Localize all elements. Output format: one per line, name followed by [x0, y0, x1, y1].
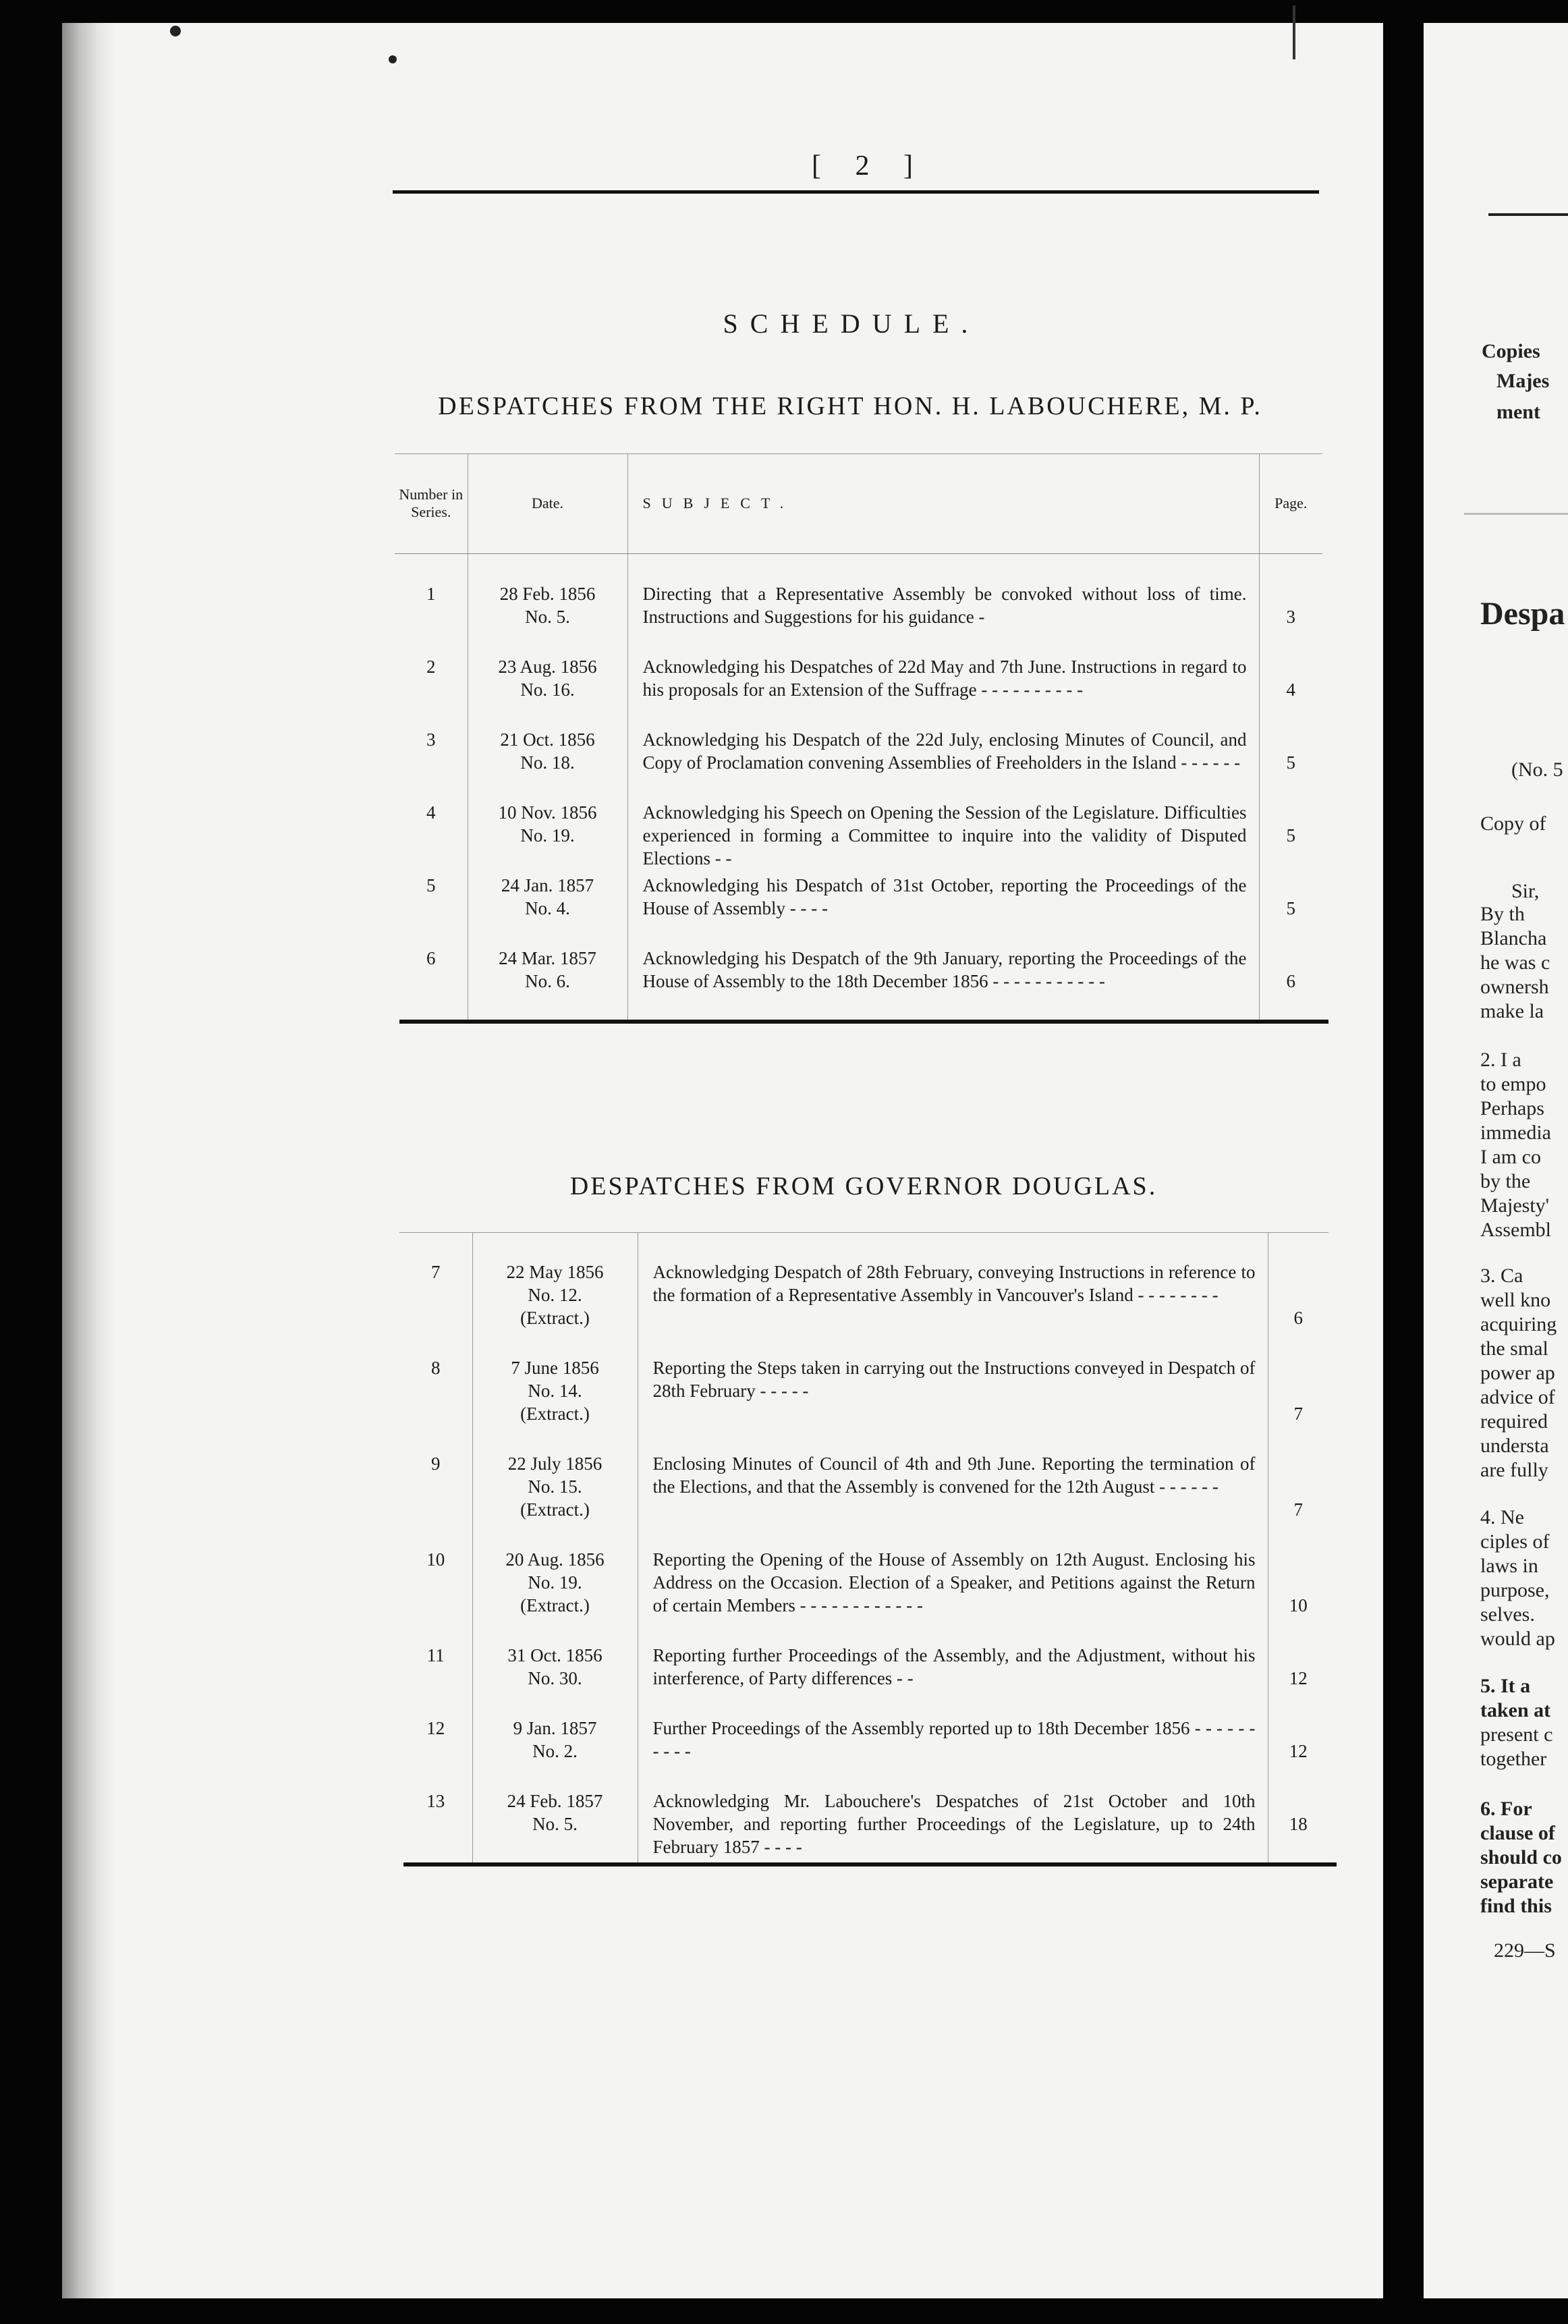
- facing-page-text-line: I am co: [1480, 1146, 1541, 1168]
- despatch-number: No. 19.: [520, 825, 575, 846]
- despatch-date: [472, 1644, 638, 1717]
- facing-page-text-line: find this: [1480, 1895, 1552, 1917]
- date-text: 28 Feb. 1856: [499, 584, 596, 604]
- page-reference: 6: [1286, 971, 1295, 991]
- table-row: [399, 1232, 1328, 1356]
- despatch-subject: Acknowledging his Despatch of the 9th January, reporting the Proceedings of the House of Assembly to the 18th December 1856 - - - - - - - - - - -: [627, 947, 1259, 1020]
- series-number: 1: [395, 554, 468, 656]
- facing-page-text-line: understa: [1480, 1435, 1549, 1457]
- facing-page-text-line: to empo: [1480, 1073, 1546, 1095]
- facing-page-text-line: Assembl: [1480, 1219, 1551, 1241]
- facing-page-text-line: are fully: [1480, 1459, 1548, 1481]
- page-reference: 10: [1289, 1595, 1308, 1615]
- facing-page-text-line: the smal: [1480, 1337, 1548, 1360]
- schedule-table-douglas: [399, 1232, 1328, 1862]
- date-text: 31 Oct. 1856: [507, 1645, 603, 1665]
- table-row: [399, 1790, 1328, 1862]
- despatch-number: No. 5.: [525, 607, 570, 627]
- page-reference: 7: [1293, 1404, 1303, 1424]
- despatch-date: [472, 1717, 638, 1790]
- section-title-labouchere: DESPATCHES FROM THE RIGHT HON. H. LABOUCHERE, M. P.: [438, 392, 1262, 420]
- page-number: [ 2 ]: [812, 150, 926, 182]
- extract-note: (Extract.): [520, 1308, 590, 1328]
- despatch-number: No. 2.: [532, 1741, 578, 1761]
- despatch-number: No. 4.: [525, 898, 570, 918]
- facing-page-text-line: immedia: [1480, 1122, 1551, 1144]
- facing-page-text-line: Majesty': [1480, 1194, 1550, 1217]
- series-number: 4: [395, 801, 468, 874]
- despatch-date: [468, 728, 627, 801]
- despatch-date: [468, 801, 627, 874]
- date-text: 21 Oct. 1856: [500, 729, 595, 750]
- date-text: 24 Mar. 1857: [499, 948, 596, 968]
- facing-page-text-line: 3. Ca: [1480, 1265, 1523, 1287]
- page-reference: 5: [1286, 752, 1295, 773]
- despatch-date: [468, 655, 627, 728]
- despatch-number: No. 5.: [532, 1814, 578, 1834]
- date-text: 20 Aug. 1856: [505, 1549, 605, 1570]
- left-page: [62, 23, 1383, 2298]
- extract-note: (Extract.): [520, 1595, 590, 1615]
- series-number: 12: [399, 1717, 472, 1790]
- facing-page-text-line: Perhaps: [1480, 1097, 1544, 1119]
- facing-page-text-line: present c: [1480, 1723, 1553, 1746]
- column-header-page: Page.: [1259, 453, 1322, 554]
- schedule-title: SCHEDULE.: [723, 308, 980, 339]
- despatch-subject: Further Proceedings of the Assembly reported up to 18th December 1856 - - - - - - - - - -: [638, 1717, 1268, 1790]
- table-bottom-rule: [403, 1862, 1337, 1866]
- despatch-date: [468, 947, 627, 1020]
- despatch-number: No. 15.: [528, 1476, 582, 1497]
- despatch-number: No. 12.: [528, 1285, 582, 1305]
- despatch-number: No. 6.: [525, 971, 570, 991]
- table-row: [395, 947, 1322, 1020]
- facing-page-text-line: purpose,: [1480, 1579, 1550, 1601]
- series-number: 2: [395, 655, 468, 728]
- facing-page-text-line: ownersh: [1480, 976, 1549, 998]
- section-title-douglas: DESPATCHES FROM GOVERNOR DOUGLAS.: [569, 1172, 1158, 1200]
- despatch-date: [468, 554, 627, 656]
- despatch-date: [472, 1232, 638, 1356]
- extract-note: (Extract.): [520, 1499, 590, 1520]
- facing-page-text-line: Copy of: [1480, 812, 1546, 835]
- page-reference: 5: [1286, 825, 1295, 846]
- facing-page-text-line: well kno: [1480, 1289, 1551, 1311]
- date-text: 24 Feb. 1857: [507, 1791, 603, 1811]
- table-row: [395, 655, 1322, 728]
- table-row: [395, 874, 1322, 947]
- date-text: 7 June 1856: [511, 1358, 599, 1378]
- facing-page-text-line: Despa: [1480, 596, 1565, 632]
- facing-page-text-line: he was c: [1480, 951, 1550, 974]
- series-number: 5: [395, 874, 468, 947]
- series-number: 7: [399, 1232, 472, 1356]
- facing-page-text-line: Copies: [1482, 340, 1540, 362]
- facing-page-text-line: Sir,: [1511, 880, 1540, 902]
- despatch-number: No. 14.: [528, 1381, 582, 1401]
- facing-page-text-line: By th: [1480, 903, 1525, 925]
- despatch-subject: Reporting the Steps taken in carrying out the Instructions conveyed in Despatch of 28th February - - - - -: [638, 1356, 1268, 1452]
- table-row: [395, 801, 1322, 874]
- facing-page-rule: [1464, 513, 1568, 515]
- facing-page-text-line: power ap: [1480, 1362, 1555, 1384]
- section-divider-rule: [399, 1020, 1328, 1024]
- page-reference: 7: [1293, 1499, 1303, 1520]
- facing-page-text-line: acquiring: [1480, 1313, 1557, 1335]
- despatch-subject: Acknowledging his Despatches of 22d May and 7th June. Instructions in regard to his proposals for an Extension of the Suffrage - - - - - - - - - -: [627, 655, 1259, 728]
- ink-dot: [389, 55, 397, 63]
- page-reference: 5: [1286, 898, 1295, 918]
- despatch-number: No. 19.: [528, 1572, 582, 1593]
- page-edge-mark: [1293, 5, 1295, 59]
- facing-page-text-line: taken at: [1480, 1699, 1551, 1721]
- despatch-subject: Acknowledging Mr. Labouchere's Despatches of 21st October and 10th November, and reporting further Proceedings of the Legislature, up to 24th February 1857 - - - -: [638, 1790, 1268, 1862]
- table-row: [399, 1548, 1328, 1644]
- facing-page-text-line: 5. It a: [1480, 1675, 1531, 1697]
- table-row: [395, 554, 1322, 656]
- series-number: 3: [395, 728, 468, 801]
- table-row: [399, 1452, 1328, 1548]
- facing-page-text-line: Majes: [1496, 370, 1550, 392]
- despatch-subject: Reporting the Opening of the House of Assembly on 12th August. Enclosing his Address on the Occasion. Election of a Speaker, and Petitions against the Return of certain Members - - - - - - - - - - - -: [638, 1548, 1268, 1644]
- table-row: [399, 1356, 1328, 1452]
- despatch-date: [472, 1790, 638, 1862]
- date-text: 10 Nov. 1856: [498, 802, 597, 823]
- facing-page-text-line: advice of: [1480, 1386, 1555, 1408]
- date-text: 9 Jan. 1857: [513, 1718, 597, 1738]
- page-reference: 3: [1286, 607, 1295, 627]
- despatch-date: [472, 1548, 638, 1644]
- despatch-subject: Directing that a Representative Assembly be convoked without loss of time. Instructions and Suggestions for his guidance -: [627, 554, 1259, 656]
- table-header-row: [395, 453, 1322, 554]
- despatch-number: No. 30.: [528, 1668, 582, 1688]
- despatch-subject: Acknowledging his Despatch of the 22d July, enclosing Minutes of Council, and Copy of Proclamation convening Assemblies of Freeholders in the Island - - - - - -: [627, 728, 1259, 801]
- series-number: 8: [399, 1356, 472, 1452]
- column-header-subject: SUBJECT.: [627, 453, 1259, 554]
- facing-page-text-line: clause of: [1480, 1822, 1555, 1844]
- facing-page-text-line: required: [1480, 1410, 1548, 1433]
- page-reference: 12: [1289, 1741, 1308, 1761]
- despatch-date: [472, 1452, 638, 1548]
- facing-page-fragment: [1424, 23, 1568, 2298]
- extract-note: (Extract.): [520, 1404, 590, 1424]
- series-number: 13: [399, 1790, 472, 1862]
- table-row: [399, 1644, 1328, 1717]
- series-number: 10: [399, 1548, 472, 1644]
- facing-page-text-line: separate: [1480, 1871, 1554, 1893]
- facing-page-text-line: by the: [1480, 1170, 1531, 1192]
- page-reference: 18: [1289, 1814, 1308, 1834]
- facing-page-text-line: 4. Ne: [1480, 1506, 1524, 1528]
- facing-page-text-line: Blancha: [1480, 927, 1547, 949]
- date-text: 22 July 1856: [507, 1454, 603, 1474]
- table-row: [395, 728, 1322, 801]
- facing-page-text-line: (No. 5: [1511, 758, 1563, 781]
- date-text: 23 Aug. 1856: [498, 657, 597, 677]
- ink-dot: [170, 26, 181, 36]
- despatch-number: No. 16.: [520, 680, 575, 700]
- despatch-subject: Enclosing Minutes of Council of 4th and 9th June. Reporting the termination of the Elections, and that the Assembly is convened for the 12th August - - - - - -: [638, 1452, 1268, 1548]
- page-reference: 12: [1289, 1668, 1308, 1688]
- page-binding-shadow: [62, 23, 115, 2298]
- facing-page-text-line: make la: [1480, 1000, 1544, 1022]
- schedule-table-labouchere: [395, 453, 1322, 1020]
- despatch-date: [468, 874, 627, 947]
- despatch-subject: Acknowledging his Despatch of 31st October, reporting the Proceedings of the House of Assembly - - - -: [627, 874, 1259, 947]
- facing-page-text-line: would ap: [1480, 1628, 1555, 1650]
- facing-page-rule: [1488, 213, 1568, 216]
- facing-page-text-line: together: [1480, 1748, 1547, 1770]
- despatch-subject: Acknowledging his Speech on Opening the Session of the Legislature. Difficulties experienced in forming a Committee to inquire into the validity of Disputed Elections - -: [627, 801, 1259, 874]
- facing-page-text-line: should co: [1480, 1846, 1562, 1869]
- despatch-subject: Reporting further Proceedings of the Assembly, and the Adjustment, without his interference, of Party differences - -: [638, 1644, 1268, 1717]
- column-header-date: Date.: [468, 453, 627, 554]
- facing-page-text-line: ciples of: [1480, 1530, 1550, 1553]
- facing-page-text-line: 6. For: [1480, 1798, 1532, 1820]
- despatch-date: [472, 1356, 638, 1452]
- date-text: 22 May 1856: [506, 1262, 604, 1282]
- despatch-number: No. 18.: [520, 752, 575, 773]
- series-number: 6: [395, 947, 468, 1020]
- column-header-number: Number in Series.: [395, 453, 468, 554]
- facing-page-text-line: ment: [1496, 401, 1540, 423]
- date-text: 24 Jan. 1857: [501, 875, 594, 895]
- page-reference: 6: [1293, 1308, 1303, 1328]
- series-number: 11: [399, 1644, 472, 1717]
- header-rule: [393, 190, 1319, 194]
- despatch-subject: Acknowledging Despatch of 28th February, conveying Instructions in reference to the formation of a Representative Assembly in Vancouver's Island - - - - - - - -: [638, 1232, 1268, 1356]
- facing-page-text-line: laws in: [1480, 1555, 1538, 1577]
- series-number: 9: [399, 1452, 472, 1548]
- facing-page-text-line: 229—S: [1494, 1939, 1556, 1962]
- table-row: [399, 1717, 1328, 1790]
- facing-page-text-line: selves.: [1480, 1603, 1535, 1626]
- page-reference: 4: [1286, 680, 1295, 700]
- facing-page-text-line: 2. I a: [1480, 1049, 1521, 1071]
